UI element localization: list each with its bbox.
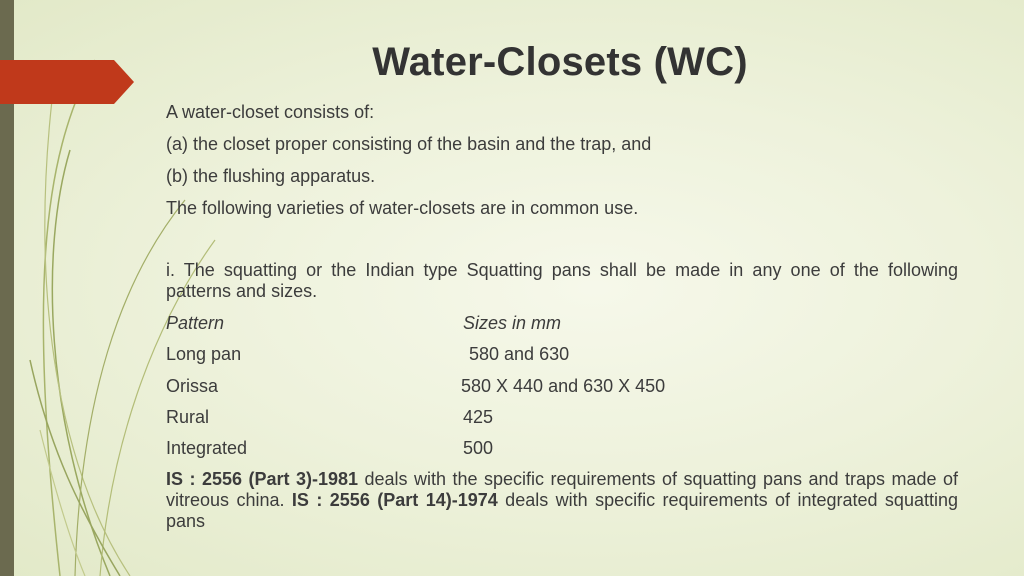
slide-title: Water-Closets (WC) [372,40,748,84]
table-header-pattern: Pattern [166,313,225,333]
table-row-sizes: 500 [463,438,494,458]
table-row-sizes: 425 [463,407,494,427]
squatting-paragraph: i. The squatting or the Indian type Squatting pans shall be made in any one of the following patterns and sizes. [166,260,958,301]
item-b-text: (b) the flushing apparatus. [166,166,376,186]
item-a-text: (a) the closet proper consisting of the basin and the trap, and [166,134,652,154]
red-arrow-accent [0,60,134,104]
standard-code-1: IS : 2556 (Part 3)-1981 [166,469,358,489]
standard-text-2: deals with specific requirements of integrated squatting pans [166,490,958,531]
table-row-pattern: Orissa [166,376,219,396]
table-row-pattern: Long pan [166,344,242,364]
table-row-sizes: 580 X 440 and 630 X 450 [461,376,666,396]
table-row-pattern: Integrated [166,438,248,458]
table-header-sizes: Sizes in mm [463,313,562,333]
standard-text-1: deals with the specific requirements of squatting pans and traps made of vitreous china. [166,469,958,510]
table-row-pattern: Rural [166,407,210,427]
table-row-sizes: 580 and 630 [469,344,570,364]
varieties-text: The following varieties of water-closets are in common use. [166,198,639,218]
standards-paragraph [166,469,958,532]
standard-code-2: IS : 2556 (Part 14)-1974 [291,490,498,510]
intro-text: A water-closet consists of: [166,102,375,122]
